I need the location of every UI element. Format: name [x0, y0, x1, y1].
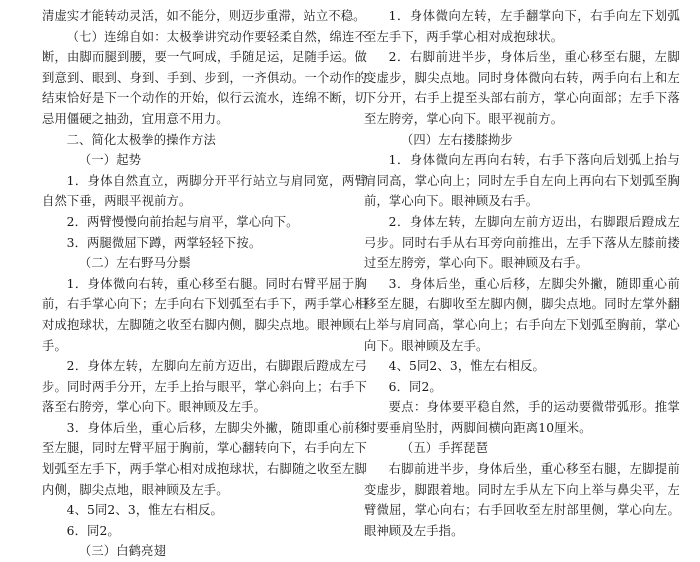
paragraph: （七）连绵自如：太极拳讲究动作要轻柔自然，绵连不断，由脚而腿到腰，要一气呵成，手随足运，足随手运。做到意到、眼到、身到、手到、步到，一齐俱动。一个动作的结束恰好是下一个动作的开始，似行云流水，连绵不断，切忌用僵硬之抽劲，宜用意不用力。: [42, 29, 367, 126]
step: 2．身体左转，左脚向左前方迈出，右脚跟后蹬成左弓步。同时右手从右耳旁向前推出，左手下落从左膝前搂过至左胯旁，掌心向下。眼神顾及右手。: [364, 214, 680, 271]
right-page: [364, 6, 680, 541]
step: 4、5同2、3，惟左右相反。: [388, 359, 545, 374]
step: 1．身体微向右转，重心移至右腿。同时右臂平屈于胸前，右手掌心向下；左手向右下划弧至右手下，两手掌心相对成抱球状，左脚随之收至右脚内侧，脚尖点地。眼神顾右手。: [42, 276, 367, 353]
subsection-heading: （二）左右野马分鬃: [78, 256, 191, 271]
step: 3．身体后坐，重心后移，左脚尖外撇，随即重心前移至左腿，右脚收至左脚内侧，脚尖点地。同时左掌外翻上举与肩同高，掌心向上；右手向左下划弧至胸前，掌心向下。眼神顾及左手。: [364, 276, 680, 353]
step: 3．两腿微屈下蹲，两掌轻轻下按。: [66, 235, 262, 250]
step: 2．两臂慢慢向前抬起与肩平，掌心向下。: [66, 214, 299, 229]
step: 1．身体自然直立，两脚分开平行站立与肩同宽，两臂自然下垂，两眼平视前方。: [42, 173, 367, 209]
subsection-heading: （一）起势: [78, 153, 142, 168]
paragraph: 右脚前进半步，身体后坐，重心移至右腿，左脚提前变虚步，脚跟着地。同时左手从左下向上举与鼻尖平，左臂微屈，掌心向右；右手回收至左肘部里侧，掌心向左。眼神顾及左手指。: [364, 462, 680, 538]
left-page: [42, 6, 367, 562]
note: 要点：身体要平稳自然，手的运动要微带弧形。推掌时要垂肩坠肘，两脚间横向距离10厘米。: [364, 400, 680, 435]
step: 3．身体后坐，重心后移，左脚尖外撇，随即重心前移至左腿，同时左臂平屈于胸前，掌心翻转向下，右手向左下划弧至左手下，两手掌心相对成抱球状，右脚随之收至左脚内侧，脚尖点地，眼神顾及左手。: [42, 420, 367, 497]
subsection-heading: （四）左右搂膝拗步: [400, 132, 513, 147]
step: 1．身体微向左转，左手翻掌向下，右手向左下划弧至左手下，两手掌心相对成抱球状。: [364, 9, 680, 44]
step: 1．身体微向左再向右转，右手下落向后划弧上抬与肩同高，掌心向上；同时左手自左向上再向右下划弧至胸前，掌心向下。眼神顾及右手。: [364, 153, 680, 209]
step: 4、5同2、3，惟左右相反。: [66, 503, 223, 518]
step: 6．同2。: [66, 523, 120, 538]
step: 2．身体左转，左脚向左前方迈出，右脚跟后蹬成左弓步。同时两手分开，左手上抬与眼平，掌心斜向上；右手下落至右胯旁，掌心向下。眼神顾及左手。: [42, 359, 367, 415]
subsection-heading: （三）白鹤亮翅: [78, 544, 167, 559]
step: 2．右脚前进半步，身体后坐，重心移至右腿，左脚变虚步，脚尖点地。同时身体微向右转，两手向右上和左下分开，右手上提至头部右前方，掌心向面部；左手下落至左胯旁，掌心向下。眼平视前方。: [364, 50, 680, 126]
subsection-heading: （五）手挥琵琶: [400, 441, 489, 456]
paragraph: 清虚实才能转动灵活，如不能分，则迈步重滞，站立不稳。: [42, 9, 366, 23]
step: 6．同2。: [388, 379, 442, 394]
section-heading: 二、简化太极拳的操作方法: [66, 132, 216, 147]
